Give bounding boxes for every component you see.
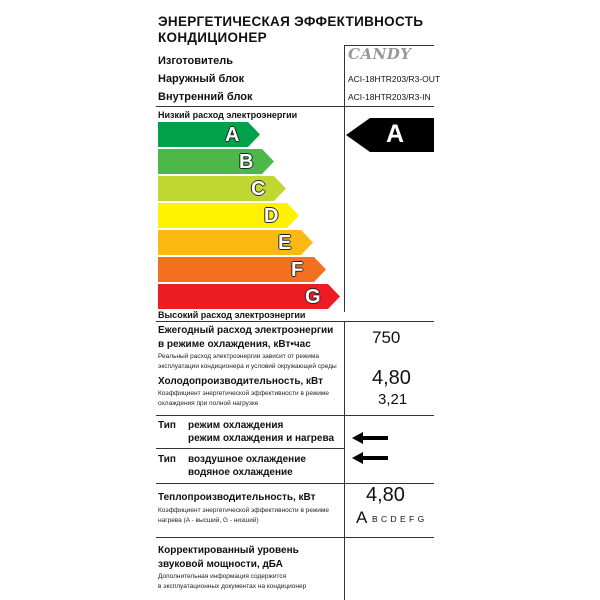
heating-capacity-label: Теплопроизводительность, кВт (158, 492, 316, 503)
consumption-note-line2: эксплуатации кондиционера и условий окружающей среды (158, 363, 337, 370)
consumption-label: Ежегодный расход электроэнергии (158, 325, 334, 336)
type-mode-label: Тип (158, 420, 176, 431)
energy-class-a-arrow (158, 122, 260, 147)
energy-class-c-letter: C (251, 178, 266, 200)
divider (344, 537, 345, 600)
noise-note-line2: в эксплуатационных документах на кондиционер (158, 583, 307, 590)
energy-rating-letter: A (386, 120, 405, 148)
outdoor-model: ACI-18HTR203/R3-OUT (348, 74, 441, 84)
noise-label: Корректированный уровень (158, 545, 299, 556)
manufacturer-label: Изготовитель (158, 55, 233, 67)
type-cooling-option-water: водяное охлаждение (188, 467, 293, 478)
divider (344, 321, 345, 415)
arrow-head-shape (352, 432, 388, 444)
energy-class-e-bar (158, 230, 313, 255)
indoor-unit-label: Внутренний блок (158, 91, 253, 103)
high-consumption-label: Высокий расход электроэнергии (158, 310, 306, 320)
divider (156, 537, 434, 538)
arrow-head-shape (352, 452, 388, 464)
cooling-eer-value: 3,21 (378, 391, 408, 408)
energy-class-b-bar (158, 149, 274, 174)
indoor-model: ACI-18HTR203/R3-IN (348, 92, 431, 102)
energy-class-e-letter: E (278, 232, 292, 254)
cooling-capacity-value: 4,80 (372, 367, 411, 389)
energy-class-a-letter: A (225, 124, 240, 146)
cooling-eer-note: Коэффициент энергетической эффективности в режиме (158, 390, 329, 397)
energy-class-c-bar (158, 176, 286, 201)
energy-class-b-letter: B (239, 151, 254, 173)
energy-rating-indicator (346, 118, 434, 157)
page-title: ЭНЕРГЕТИЧЕСКАЯ ЭФФЕКТИВНОСТЬ (158, 14, 424, 29)
consumption-value: 750 (372, 328, 401, 347)
energy-class-d-bar (158, 203, 299, 228)
type-cooling-option-air: воздушное охлаждение (188, 454, 306, 465)
outdoor-unit-label: Наружный блок (158, 73, 245, 85)
cooling-eer-note-line2: охлаждения при полной нагрузке (158, 400, 259, 407)
type-cooling-selected-arrow-icon (352, 451, 388, 469)
type-cooling-label: Тип (158, 454, 176, 465)
brand-logo: CANDY (348, 45, 412, 63)
heating-capacity-value: 4,80 (366, 484, 405, 506)
divider (156, 321, 434, 322)
divider (156, 415, 434, 416)
consumption-unit-label: в режиме охлаждения, кВт•час (158, 339, 311, 350)
divider (156, 448, 344, 449)
energy-class-g-letter: G (305, 286, 321, 308)
energy-class-f-bar (158, 257, 326, 282)
energy-class-c-arrow (158, 176, 286, 201)
heating-cop-note: Коэффициент энергетической эффективности в режиме (158, 507, 329, 514)
page-subtitle: КОНДИЦИОНЕР (158, 30, 267, 45)
consumption-note: Реальный расход электроэнергии зависит от режима (158, 353, 319, 360)
heating-class-value: A (356, 508, 368, 527)
divider (344, 106, 345, 312)
heating-cop-note-line2: нагрева (A - высший, G - низший) (158, 517, 259, 524)
energy-class-d-letter: D (264, 205, 279, 227)
divider (156, 106, 434, 107)
heating-class-scale: B C D E F G (372, 514, 425, 524)
energy-class-g-bar (158, 284, 340, 309)
low-consumption-label: Низкий расход электроэнергии (158, 110, 298, 120)
type-mode-option-cooling-heating: режим охлаждения и нагрева (188, 433, 335, 444)
noise-unit-label: звуковой мощности, дБА (158, 559, 283, 570)
divider (344, 415, 345, 483)
divider (344, 45, 345, 107)
noise-note: Дополнительная информация содержится (158, 573, 287, 580)
energy-class-b-arrow (158, 149, 274, 174)
cooling-capacity-label: Холодопроизводительность, кВт (158, 376, 324, 387)
energy-class-a-bar (158, 122, 260, 147)
type-mode-option-cooling: режим охлаждения (188, 420, 284, 431)
divider (344, 483, 345, 537)
type-mode-selected-arrow-icon (352, 431, 388, 449)
energy-class-f-letter: F (291, 259, 304, 281)
